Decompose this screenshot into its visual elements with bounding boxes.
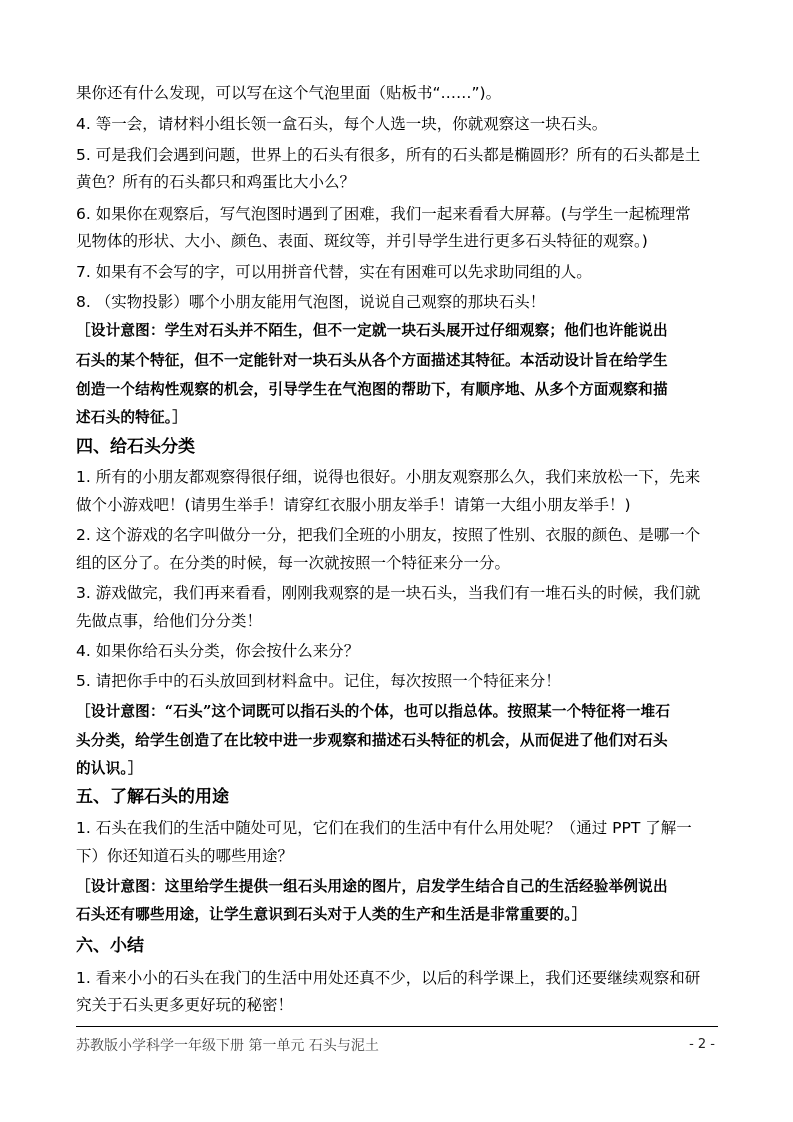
section-heading-4: 四、给石头分类 <box>76 437 195 457</box>
body-line: 1. 所有的小朋友都观察得很仔细，说得也很好。小朋友观察那么久，我们来放松一下，先来 <box>76 468 701 486</box>
footer-book-title: 苏教版小学科学一年级下册 第一单元 石头与泥土 <box>76 1038 379 1054</box>
design-intent-line: ［设计意图：学生对石头并不陌生，但不一定就一块石头展开过仔细观察；他们也许能说出 <box>76 322 668 339</box>
design-intent-line: 石头的某个特征，但不一定能针对一块石头从各个方面描述其特征。本活动设计旨在给学生 <box>76 352 668 369</box>
design-intent-line: 创造一个结构性观察的机会，引导学生在气泡图的帮助下，有顺序地、从多个方面观察和描 <box>76 381 668 398</box>
body-line: 5. 可是我们会遇到问题，世界上的石头有很多，所有的石头都是椭圆形？所有的石头都是土 <box>76 146 701 164</box>
body-line: 3. 游戏做完，我们再来看看，刚刚我观察的是一块石头，当我们有一堆石头的时候，我们就 <box>76 584 701 602</box>
body-line: 8. （实物投影）哪个小朋友能用气泡图，说说自己观察的那块石头！ <box>76 293 546 311</box>
body-line: 4. 等一会，请材料小组长领一盒石头，每个人选一块，你就观察这一块石头。 <box>76 115 608 133</box>
body-line: 究关于石头更多更好玩的秘密！ <box>76 996 294 1014</box>
design-intent-line: 头分类，给学生创造了在比较中进一步观察和描述石头特征的机会，从而促进了他们对石头 <box>76 732 668 749</box>
design-intent-line: ［设计意图：这里给学生提供一组石头用途的图片，启发学生结合自己的生活经验举例说出 <box>76 878 668 895</box>
design-intent-line: 的认识。］ <box>76 760 143 777</box>
section-heading-6: 六、小结 <box>76 936 144 956</box>
body-line: 见物体的形状、大小、颜色、表面、斑纹等，并引导学生进行更多石头特征的观察。) <box>76 232 648 250</box>
section-heading-5: 五、了解石头的用途 <box>76 787 229 807</box>
body-line: 1. 看来小小的石头在我门的生活中用处还真不少，以后的科学课上，我们还要继续观察和研 <box>76 969 701 987</box>
body-line: 4. 如果你给石头分类，你会按什么来分？ <box>76 642 360 660</box>
body-line: 7. 如果有不会写的字，可以用拼音代替，实在有困难可以先求助同组的人。 <box>76 263 592 281</box>
body-line: 下）你还知道石头的哪些用途？ <box>76 847 294 865</box>
design-intent-line: ［设计意图：“石头”这个词既可以指石头的个体，也可以指总体。按照某一个特征将一堆石 <box>76 703 671 720</box>
body-line: 黄色？所有的石头都只和鸡蛋比大小么？ <box>76 173 356 191</box>
design-intent-line: 述石头的特征。］ <box>76 409 188 426</box>
body-line: 1. 石头在我们的生活中随处可见，它们在我们的生活中有什么用处呢？（通过 PPT 了解一 <box>76 819 692 837</box>
body-line: 果你还有什么发现，可以写在这个气泡里面（贴板书“……”)。 <box>76 84 502 102</box>
footer-divider <box>76 1026 718 1027</box>
design-intent-line: 石头还有哪些用途，让学生意识到石头对于人类的生产和生活是非常重要的。］ <box>76 906 587 923</box>
body-line: 做个小游戏吧！(请男生举手！请穿红衣服小朋友举手！请第一大组小朋友举手！) <box>76 496 631 514</box>
body-line: 组的区分了。在分类的时候，每一次就按照一个特征来分一分。 <box>76 554 511 572</box>
body-line: 2. 这个游戏的名字叫做分一分，把我们全班的小朋友，按照了性别、衣服的颜色、是哪一个 <box>76 526 701 544</box>
page-number: - 2 - <box>689 1037 715 1052</box>
body-line: 5. 请把你手中的石头放回到材料盒中。记住，每次按照一个特征来分！ <box>76 672 561 690</box>
body-line: 6. 如果你在观察后，写气泡图时遇到了困难，我们一起来看看大屏幕。(与学生一起梳理常 <box>76 205 691 223</box>
body-line: 先做点事，给他们分分类！ <box>76 612 263 630</box>
